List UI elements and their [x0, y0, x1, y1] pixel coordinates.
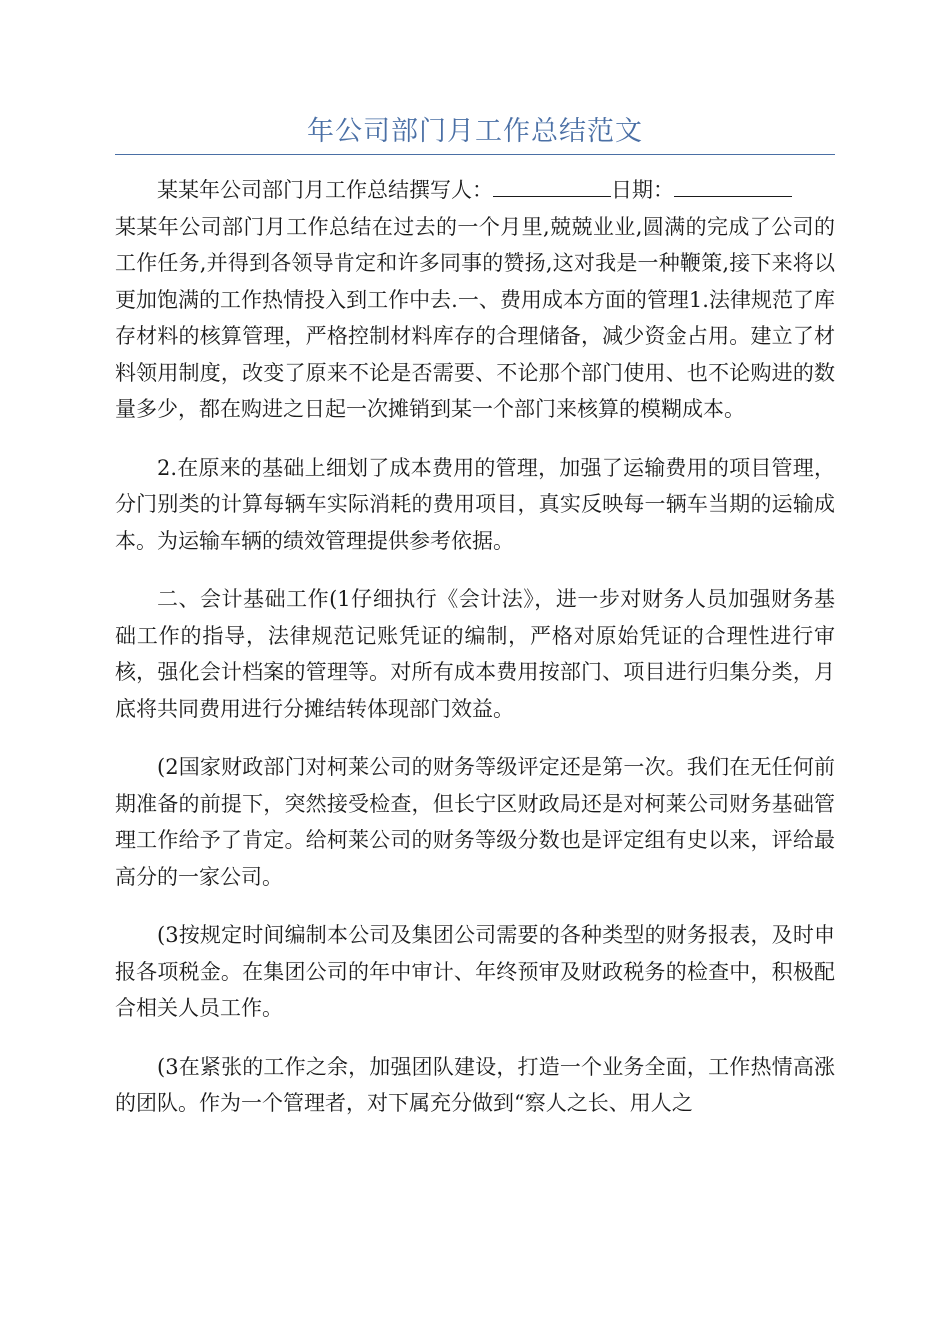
- author-label: 某某年公司部门月工作总结撰写人：: [157, 178, 493, 202]
- paragraph-1: 某某年公司部门月工作总结在过去的一个月里,兢兢业业,圆满的完成了公司的工作任务,并得到各领导肯定和许多同事的赞扬,这对我是一种鞭策,接下来将以更加饱满的工作热情投入到工作中去.一、费用成本方面的管理1.法律规范了库存材料的核算管理，严格控制材料库存的合理储备，减少资金占用。建立了材料领用制度，改变了原来不论是否需要、不论那个部门使用、也不论购进的数量多少，都在购进之日起一次摊销到某一个部门来核算的模糊成本。: [115, 214, 835, 421]
- paragraph-4: (2国家财政部门对柯莱公司的财务等级评定还是第一次。我们在无任何前期准备的前提下，突然接受检查，但长宁区财政局还是对柯莱公司财务基础管理工作给予了肯定。给柯莱公司的财务等级分数也是评定组有史以来，评给最高分的一家公司。: [115, 755, 835, 889]
- paragraph-3: 二、会计基础工作(1仔细执行《会计法》，进一步对财务人员加强财务基础工作的指导，法律规范记账凭证的编制，严格对原始凭证的合理性进行审核，强化会计档案的管理等。对所有成本费用按部门、项目进行归集分类，月底将共同费用进行分摊结转体现部门效益。: [115, 587, 835, 721]
- paragraph-5: (3按规定时间编制本公司及集团公司需要的各种类型的财务报表，及时申报各项税金。在集团公司的年中审计、年终预审及财政税务的检查中，积极配合相关人员工作。: [115, 923, 835, 1020]
- paragraph-6: (3在紧张的工作之余，加强团队建设，打造一个业务全面，工作热情高涨的团队。作为一个管理者，对下属充分做到“察人之长、用人之: [115, 1054, 835, 1115]
- title-underline: [115, 154, 835, 155]
- author-blank: [493, 174, 611, 197]
- date-blank: [674, 174, 792, 197]
- header-line: [115, 172, 835, 209]
- date-label: 日期：: [611, 178, 674, 202]
- document-body: [115, 172, 835, 1144]
- paragraph-2: 2.在原来的基础上细划了成本费用的管理，加强了运输费用的项目管理，分门别类的计算每辆车实际消耗的费用项目，真实反映每一辆车当期的运输成本。为运输车辆的绩效管理提供参考依据。: [115, 455, 835, 553]
- document-title: 年公司部门月工作总结范文: [307, 116, 643, 147]
